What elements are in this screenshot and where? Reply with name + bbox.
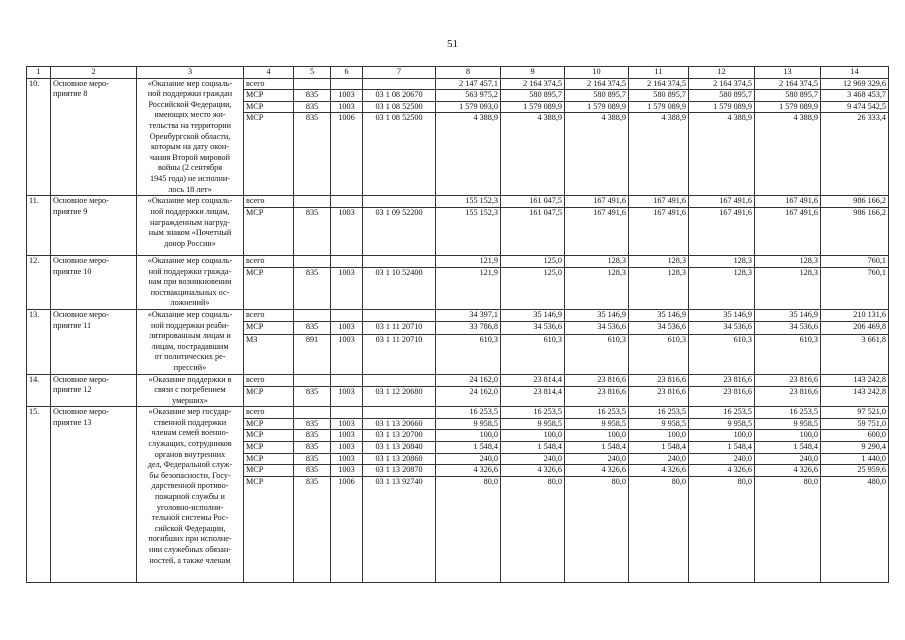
section-code-cell: 1003 <box>331 322 363 334</box>
year-value-cell: 240,0 <box>501 453 565 465</box>
year-value-cell: 167 491,6 <box>565 196 629 208</box>
executor-cell: МСР <box>244 418 294 430</box>
year-value-cell: 4 326,6 <box>629 465 689 477</box>
executor-cell: всего <box>244 309 294 321</box>
grbs-code-cell: 835 <box>294 90 331 102</box>
year-value-cell: 128,3 <box>755 267 821 309</box>
section-code-cell: 1003 <box>331 267 363 309</box>
year-value-cell: 128,3 <box>689 255 755 267</box>
year-value-cell: 100,0 <box>565 430 629 442</box>
grbs-code-cell <box>294 309 331 321</box>
grbs-code-cell <box>294 196 331 208</box>
total-value-cell: 9 474 542,5 <box>821 101 889 113</box>
table-row <box>27 309 889 321</box>
year-value-cell: 23 816,6 <box>629 386 689 407</box>
target-article-cell: 03 1 13 20840 <box>363 442 436 454</box>
total-value-cell: 986 166,2 <box>821 207 889 255</box>
year-value-cell: 4 326,6 <box>436 465 501 477</box>
section-code-cell: 1003 <box>331 386 363 407</box>
header-cell: 8 <box>436 67 501 79</box>
year-value-cell: 580 895,7 <box>565 90 629 102</box>
header-cell: 13 <box>755 67 821 79</box>
year-value-cell: 125,0 <box>501 267 565 309</box>
year-value-cell: 100,0 <box>689 430 755 442</box>
target-article-cell: 03 1 09 52200 <box>363 207 436 255</box>
section-code-cell: 1006 <box>331 113 363 196</box>
table-row <box>27 196 889 208</box>
budget-table <box>26 66 889 583</box>
table-row <box>27 374 889 386</box>
grbs-code-cell: 835 <box>294 418 331 430</box>
header-cell: 9 <box>501 67 565 79</box>
year-value-cell: 167 491,6 <box>689 196 755 208</box>
executor-cell: МСР <box>244 386 294 407</box>
year-value-cell: 4 388,9 <box>501 113 565 196</box>
year-value-cell: 9 958,5 <box>565 418 629 430</box>
year-value-cell: 167 491,6 <box>565 207 629 255</box>
total-value-cell: 3 661,8 <box>821 334 889 374</box>
grbs-code-cell: 835 <box>294 465 331 477</box>
year-value-cell: 1 579 089,9 <box>689 101 755 113</box>
total-value-cell: 25 959,6 <box>821 465 889 477</box>
year-value-cell: 100,0 <box>629 430 689 442</box>
year-value-cell: 610,3 <box>565 334 629 374</box>
year-value-cell: 9 958,5 <box>629 418 689 430</box>
year-value-cell: 580 895,7 <box>629 90 689 102</box>
total-value-cell: 143 242,8 <box>821 386 889 407</box>
grbs-code-cell: 835 <box>294 101 331 113</box>
year-value-cell: 34 397,1 <box>436 309 501 321</box>
grbs-code-cell: 835 <box>294 322 331 334</box>
row-number-cell: 11. <box>27 196 51 256</box>
year-value-cell: 80,0 <box>755 476 821 582</box>
year-value-cell: 125,0 <box>501 255 565 267</box>
year-value-cell: 23 816,6 <box>755 374 821 386</box>
year-value-cell: 128,3 <box>755 255 821 267</box>
measure-name-cell: Основное меро- приятие 12 <box>51 374 137 407</box>
year-value-cell: 23 816,6 <box>689 386 755 407</box>
year-value-cell: 80,0 <box>501 476 565 582</box>
year-value-cell: 121,9 <box>436 267 501 309</box>
year-value-cell: 610,3 <box>436 334 501 374</box>
table-row <box>27 78 889 90</box>
section-code-cell <box>331 78 363 90</box>
year-value-cell: 23 816,6 <box>755 386 821 407</box>
year-value-cell: 80,0 <box>436 476 501 582</box>
header-cell: 5 <box>294 67 331 79</box>
section-code-cell: 1003 <box>331 207 363 255</box>
measure-name-cell: Основное меро- приятие 9 <box>51 196 137 256</box>
year-value-cell: 240,0 <box>689 453 755 465</box>
year-value-cell: 16 253,5 <box>501 407 565 419</box>
measure-name-cell: Основное меро- приятие 8 <box>51 78 137 196</box>
header-cell: 1 <box>27 67 51 79</box>
row-number-cell: 15. <box>27 407 51 583</box>
total-value-cell: 97 521,0 <box>821 407 889 419</box>
header-cell: 2 <box>51 67 137 79</box>
year-value-cell: 128,3 <box>689 267 755 309</box>
target-article-cell: 03 1 13 20870 <box>363 465 436 477</box>
target-article-cell: 03 1 13 20860 <box>363 453 436 465</box>
row-number-cell: 12. <box>27 255 51 309</box>
year-value-cell: 35 146,9 <box>755 309 821 321</box>
page-number: 51 <box>447 38 458 50</box>
year-value-cell: 580 895,7 <box>501 90 565 102</box>
grbs-code-cell: 835 <box>294 113 331 196</box>
section-code-cell: 1003 <box>331 90 363 102</box>
year-value-cell: 16 253,5 <box>565 407 629 419</box>
year-value-cell: 23 816,6 <box>689 374 755 386</box>
total-value-cell: 9 290,4 <box>821 442 889 454</box>
year-value-cell: 1 548,4 <box>629 442 689 454</box>
header-cell: 11 <box>629 67 689 79</box>
total-value-cell: 3 468 453,7 <box>821 90 889 102</box>
total-value-cell: 1 440,0 <box>821 453 889 465</box>
grbs-code-cell: 891 <box>294 334 331 374</box>
year-value-cell: 4 388,9 <box>689 113 755 196</box>
section-code-cell: 1003 <box>331 465 363 477</box>
executor-cell: всего <box>244 374 294 386</box>
year-value-cell: 4 388,9 <box>629 113 689 196</box>
section-code-cell <box>331 196 363 208</box>
executor-cell: МСР <box>244 90 294 102</box>
year-value-cell: 161 047,5 <box>501 196 565 208</box>
section-code-cell: 1006 <box>331 476 363 582</box>
measure-name-cell: Основное меро- приятие 10 <box>51 255 137 309</box>
year-value-cell: 23 816,6 <box>565 374 629 386</box>
target-article-cell: 03 1 08 20670 <box>363 90 436 102</box>
year-value-cell: 16 253,5 <box>755 407 821 419</box>
header-cell: 6 <box>331 67 363 79</box>
target-article-cell: 03 1 08 52500 <box>363 113 436 196</box>
year-value-cell: 4 326,6 <box>755 465 821 477</box>
header-cell: 4 <box>244 67 294 79</box>
year-value-cell: 23 816,6 <box>629 374 689 386</box>
total-value-cell: 26 333,4 <box>821 113 889 196</box>
section-code-cell <box>331 407 363 419</box>
target-article-cell <box>363 78 436 90</box>
measure-name-cell: Основное меро- приятие 11 <box>51 309 137 374</box>
header-cell: 12 <box>689 67 755 79</box>
executor-cell: МСР <box>244 442 294 454</box>
executor-cell: МСР <box>244 453 294 465</box>
year-value-cell: 23 814,4 <box>501 386 565 407</box>
row-number-cell: 10. <box>27 78 51 196</box>
grbs-code-cell <box>294 374 331 386</box>
total-value-cell: 480,0 <box>821 476 889 582</box>
year-value-cell: 16 253,5 <box>436 407 501 419</box>
header-cell: 14 <box>821 67 889 79</box>
total-value-cell: 59 751,0 <box>821 418 889 430</box>
year-value-cell: 34 536,6 <box>501 322 565 334</box>
grbs-code-cell: 835 <box>294 430 331 442</box>
year-value-cell: 1 579 089,9 <box>629 101 689 113</box>
year-value-cell: 2 164 374,5 <box>755 78 821 90</box>
total-value-cell: 760,1 <box>821 267 889 309</box>
target-article-cell <box>363 374 436 386</box>
year-value-cell: 161 047,5 <box>501 207 565 255</box>
year-value-cell: 1 579 089,9 <box>501 101 565 113</box>
section-code-cell <box>331 255 363 267</box>
year-value-cell: 1 548,4 <box>689 442 755 454</box>
year-value-cell: 4 326,6 <box>565 465 629 477</box>
year-value-cell: 35 146,9 <box>501 309 565 321</box>
executor-cell: МСР <box>244 267 294 309</box>
measure-name-cell: Основное меро- приятие 13 <box>51 407 137 583</box>
year-value-cell: 100,0 <box>501 430 565 442</box>
year-value-cell: 167 491,6 <box>629 207 689 255</box>
year-value-cell: 34 536,6 <box>565 322 629 334</box>
year-value-cell: 121,9 <box>436 255 501 267</box>
executor-cell: МСР <box>244 101 294 113</box>
total-value-cell: 210 131,6 <box>821 309 889 321</box>
total-value-cell: 986 166,2 <box>821 196 889 208</box>
grbs-code-cell <box>294 255 331 267</box>
target-article-cell: 03 1 12 20680 <box>363 386 436 407</box>
year-value-cell: 23 814,4 <box>501 374 565 386</box>
grbs-code-cell <box>294 407 331 419</box>
year-value-cell: 128,3 <box>629 267 689 309</box>
grbs-code-cell: 835 <box>294 442 331 454</box>
year-value-cell: 155 152,3 <box>436 207 501 255</box>
total-value-cell: 206 469,8 <box>821 322 889 334</box>
year-value-cell: 1 579 089,9 <box>565 101 629 113</box>
grbs-code-cell: 835 <box>294 476 331 582</box>
table-body <box>27 67 889 583</box>
executor-cell: МСР <box>244 430 294 442</box>
year-value-cell: 128,3 <box>565 267 629 309</box>
year-value-cell: 33 786,8 <box>436 322 501 334</box>
year-value-cell: 610,3 <box>755 334 821 374</box>
section-code-cell: 1003 <box>331 101 363 113</box>
year-value-cell: 2 164 374,5 <box>565 78 629 90</box>
target-article-cell <box>363 196 436 208</box>
target-article-cell: 03 1 13 20700 <box>363 430 436 442</box>
year-value-cell: 80,0 <box>629 476 689 582</box>
measure-description-cell: «Оказание мер социаль- ной поддержки гражда- нам при возникновении поствакцинальных ос- ложнений» <box>137 255 244 309</box>
grbs-code-cell <box>294 78 331 90</box>
table-row <box>27 255 889 267</box>
year-value-cell: 2 164 374,5 <box>629 78 689 90</box>
measure-description-cell: «Оказание мер государ- ственной поддержки членам семей военно- служащих, сотрудников органов внутренних дел, Федеральной служ- бы безопасности, Госу- дарственной противо- пожарной службы и уголовно-исполни- тельной системы Рос- сийской Федерации, погибших при исполне- нии служебных обязан- ностей, а также членам <box>137 407 244 583</box>
year-value-cell: 2 147 457,1 <box>436 78 501 90</box>
header-row <box>27 67 889 79</box>
total-value-cell: 600,0 <box>821 430 889 442</box>
year-value-cell: 240,0 <box>436 453 501 465</box>
year-value-cell: 128,3 <box>629 255 689 267</box>
year-value-cell: 580 895,7 <box>755 90 821 102</box>
year-value-cell: 34 536,6 <box>629 322 689 334</box>
year-value-cell: 9 958,5 <box>755 418 821 430</box>
year-value-cell: 35 146,9 <box>689 309 755 321</box>
year-value-cell: 16 253,5 <box>629 407 689 419</box>
year-value-cell: 4 326,6 <box>501 465 565 477</box>
executor-cell: всего <box>244 255 294 267</box>
section-code-cell <box>331 374 363 386</box>
year-value-cell: 610,3 <box>629 334 689 374</box>
executor-cell: МСР <box>244 207 294 255</box>
year-value-cell: 1 548,4 <box>501 442 565 454</box>
year-value-cell: 35 146,9 <box>565 309 629 321</box>
table-row <box>27 407 889 419</box>
year-value-cell: 2 164 374,5 <box>689 78 755 90</box>
row-number-cell: 14. <box>27 374 51 407</box>
grbs-code-cell: 835 <box>294 267 331 309</box>
year-value-cell: 1 579 089,9 <box>755 101 821 113</box>
year-value-cell: 23 816,6 <box>565 386 629 407</box>
grbs-code-cell: 835 <box>294 386 331 407</box>
section-code-cell: 1003 <box>331 442 363 454</box>
target-article-cell <box>363 255 436 267</box>
year-value-cell: 24 162,0 <box>436 386 501 407</box>
header-cell: 10 <box>565 67 629 79</box>
measure-description-cell: «Оказание поддержки в связи с погребением умерших» <box>137 374 244 407</box>
target-article-cell <box>363 407 436 419</box>
executor-cell: всего <box>244 78 294 90</box>
year-value-cell: 24 162,0 <box>436 374 501 386</box>
year-value-cell: 2 164 374,5 <box>501 78 565 90</box>
year-value-cell: 1 548,4 <box>565 442 629 454</box>
year-value-cell: 16 253,5 <box>689 407 755 419</box>
target-article-cell: 03 1 10 52400 <box>363 267 436 309</box>
target-article-cell: 03 1 08 52500 <box>363 101 436 113</box>
row-number-cell: 13. <box>27 309 51 374</box>
year-value-cell: 9 958,5 <box>689 418 755 430</box>
total-value-cell: 760,1 <box>821 255 889 267</box>
year-value-cell: 80,0 <box>565 476 629 582</box>
section-code-cell: 1003 <box>331 418 363 430</box>
year-value-cell: 167 491,6 <box>629 196 689 208</box>
header-cell: 3 <box>137 67 244 79</box>
year-value-cell: 9 958,5 <box>436 418 501 430</box>
year-value-cell: 1 579 093,0 <box>436 101 501 113</box>
year-value-cell: 240,0 <box>629 453 689 465</box>
year-value-cell: 610,3 <box>501 334 565 374</box>
section-code-cell <box>331 309 363 321</box>
year-value-cell: 580 895,7 <box>689 90 755 102</box>
target-article-cell: 03 1 13 92740 <box>363 476 436 582</box>
executor-cell: МСР <box>244 476 294 582</box>
year-value-cell: 4 326,6 <box>689 465 755 477</box>
target-article-cell <box>363 309 436 321</box>
year-value-cell: 240,0 <box>565 453 629 465</box>
executor-cell: МЗ <box>244 334 294 374</box>
year-value-cell: 34 536,6 <box>755 322 821 334</box>
year-value-cell: 155 152,3 <box>436 196 501 208</box>
year-value-cell: 128,3 <box>565 255 629 267</box>
year-value-cell: 167 491,6 <box>755 207 821 255</box>
header-cell: 7 <box>363 67 436 79</box>
section-code-cell: 1003 <box>331 453 363 465</box>
year-value-cell: 9 958,5 <box>501 418 565 430</box>
year-value-cell: 34 536,6 <box>689 322 755 334</box>
year-value-cell: 167 491,6 <box>755 196 821 208</box>
year-value-cell: 100,0 <box>755 430 821 442</box>
executor-cell: всего <box>244 407 294 419</box>
target-article-cell: 03 1 11 20710 <box>363 334 436 374</box>
measure-description-cell: «Оказание мер социаль- ной поддержки реаби- литированным лицам и лицам, пострадавшим от политических ре- прессий» <box>137 309 244 374</box>
year-value-cell: 240,0 <box>755 453 821 465</box>
executor-cell: МСР <box>244 113 294 196</box>
section-code-cell: 1003 <box>331 430 363 442</box>
year-value-cell: 35 146,9 <box>629 309 689 321</box>
grbs-code-cell: 835 <box>294 207 331 255</box>
year-value-cell: 610,3 <box>689 334 755 374</box>
measure-description-cell: «Оказание мер социаль- ной поддержки граждан Российской Федерации, имеющих место жи- тельства на территории Оренбургской области, которым на дату окон- чания Второй мировой войны (2 сентября 1945 года) не исполни- лось 18 лет» <box>137 78 244 196</box>
year-value-cell: 4 388,9 <box>436 113 501 196</box>
grbs-code-cell: 835 <box>294 453 331 465</box>
target-article-cell: 03 1 11 20710 <box>363 322 436 334</box>
executor-cell: МСР <box>244 465 294 477</box>
total-value-cell: 143 242,8 <box>821 374 889 386</box>
measure-description-cell: «Оказание мер социаль- ной поддержки лицам, награжденным нагруд- ным знаком «Почетный донор России» <box>137 196 244 256</box>
year-value-cell: 4 388,9 <box>565 113 629 196</box>
total-value-cell: 12 969 329,6 <box>821 78 889 90</box>
section-code-cell: 1003 <box>331 334 363 374</box>
year-value-cell: 80,0 <box>689 476 755 582</box>
executor-cell: МСР <box>244 322 294 334</box>
year-value-cell: 167 491,6 <box>689 207 755 255</box>
year-value-cell: 4 388,9 <box>755 113 821 196</box>
executor-cell: всего <box>244 196 294 208</box>
year-value-cell: 1 548,4 <box>436 442 501 454</box>
year-value-cell: 1 548,4 <box>755 442 821 454</box>
target-article-cell: 03 1 13 20660 <box>363 418 436 430</box>
year-value-cell: 100,0 <box>436 430 501 442</box>
year-value-cell: 563 975,2 <box>436 90 501 102</box>
